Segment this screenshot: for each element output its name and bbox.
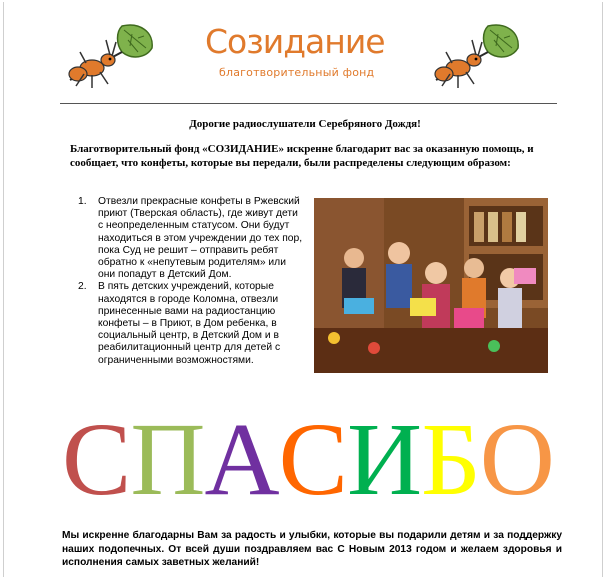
list-item-number: 1.	[78, 196, 87, 207]
list-item-number: 2.	[78, 281, 87, 293]
closing-paragraph: Мы искренне благодарны Вам за радость и улыбки, которые вы подарили детям и за поддержку наших подопечных. От всей души поздравляем вас С Новым 2013 годом и желаем здоровья и исполнения самых заветных желаний!	[62, 530, 562, 568]
logo	[205, 22, 385, 92]
list-item	[78, 196, 304, 281]
thanks-letter: А	[204, 402, 279, 517]
logo-title: Созидание	[205, 22, 385, 61]
list-item	[78, 281, 304, 366]
thanks-letter: С	[62, 402, 131, 517]
header-divider	[60, 103, 557, 104]
list-item-text: Отвезли прекрасные конфеты в Ржевский приют (Тверская область), где живут дети с неопределенным статусом. Они будут находиться в этом учреждении до тех пор, пока Суд не решит – отправить ребят обратно к «непутевым родителям» или они попадут в Детский Дом.	[98, 196, 303, 281]
thanks-letter: С	[278, 402, 347, 517]
thanks-letter: Б	[421, 402, 480, 517]
thanks-word	[62, 402, 562, 517]
thanks-letter: И	[346, 402, 422, 517]
thanks-letter: П	[130, 402, 205, 517]
thanks-letter: О	[479, 402, 554, 517]
intro-paragraph: Благотворительный фонд «СОЗИДАНИЕ» искренне благодарит вас за оказанную помощь, и сообщает, что конфеты, которые вы передали, были распределены следующим образом:	[70, 143, 534, 169]
greeting-heading: Дорогие радиослушатели Серебряного Дождя!	[189, 118, 421, 130]
logo-subtitle: благотворительный фонд	[219, 66, 375, 79]
list-item-text: В пять детских учреждений, которые находятся в городе Коломна, отвезли принесенные вами на радиостанцию конфеты – в Приют, в Дом ребенка, в социальный центр, в Детский Дом и в реабилитационный центр для детей с ограниченными возможностями.	[98, 281, 281, 366]
ant-mascot-icon	[62, 18, 158, 90]
distribution-list	[78, 196, 304, 367]
children-photo	[314, 198, 548, 373]
ant-mascot-icon	[428, 18, 524, 90]
